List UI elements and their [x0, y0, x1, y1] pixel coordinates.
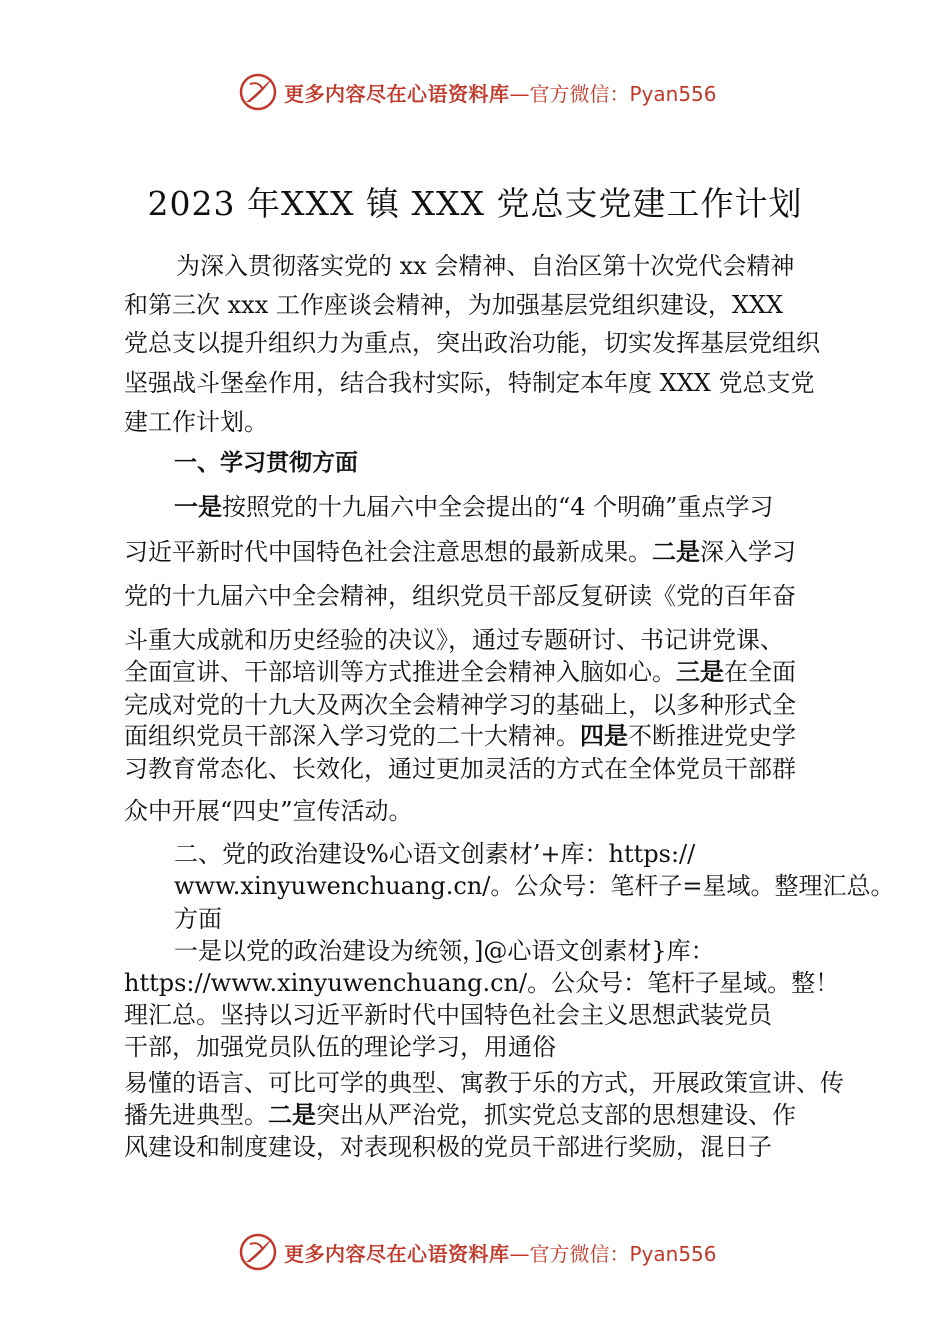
paragraph-line: 完成对党的十九大及两次全会精神学习的基础上，以多种形式全	[124, 691, 796, 719]
intro-line: 建工作计划。	[124, 408, 268, 436]
intro-line: 为深入贯彻落实党的 xx 会精神、自治区第十次党代会精神	[176, 252, 795, 280]
paragraph-line: 干部，加强党员队伍的理论学习，用通俗	[124, 1033, 556, 1061]
page-title: 2023 年XXX 镇 XXX 党总支党建工作计划	[147, 184, 803, 223]
line-text: 播先进典型。	[124, 1101, 268, 1129]
quill-logo-icon	[238, 1232, 278, 1272]
line-text: 突出从严治党，抓实党总支部的思想建设、作	[316, 1101, 796, 1129]
header-banner	[238, 72, 717, 112]
paragraph-line: https://www.xinyuwenchuang.cn/。公众号：笔杆子星域。整！	[124, 969, 840, 997]
emphasis-text: 二是	[652, 538, 700, 566]
line-text: 在全面	[724, 658, 796, 686]
emphasis-text: 二是	[268, 1101, 316, 1129]
paragraph-line: 风建设和制度建设，对表现积极的党员干部进行奖励，混日子	[124, 1133, 772, 1161]
paragraph-line: 斗重大成就和历史经验的决议》，通过专题研讨、书记讲党课、	[124, 626, 784, 654]
paragraph-line: 众中开展“四史”宣传活动。	[124, 797, 413, 825]
paragraph-line	[174, 491, 773, 523]
banner-main-text: 更多内容尽在心语资料库	[284, 81, 510, 106]
paragraph-line: 党的十九届六中全会精神，组织党员干部反复研读《党的百年奋	[124, 582, 796, 610]
paragraph-line: 方面	[174, 905, 222, 933]
footer-banner	[238, 1232, 717, 1272]
emphasis-text: 三是	[676, 658, 724, 686]
paragraph-line	[124, 1099, 796, 1131]
intro-line: 党总支以提升组织力为重点，突出政治功能，切实发挥基层党组织	[124, 329, 820, 357]
line-text: 深入学习	[700, 538, 796, 566]
paragraph-line: 理汇总。坚持以习近平新时代中国特色社会主义思想武装党员	[124, 1001, 772, 1029]
line-text: 不断推进党史学	[628, 722, 796, 750]
paragraph-line	[124, 536, 796, 568]
banner-wechat-text: —官方微信：Pyan556	[509, 1241, 717, 1266]
paragraph-line	[124, 720, 796, 752]
banner-wechat-text: —官方微信：Pyan556	[509, 81, 717, 106]
quill-logo-icon	[238, 72, 278, 112]
line-text: 习近平新时代中国特色社会注意思想的最新成果。	[124, 538, 652, 566]
paragraph-line: 易懂的语言、可比可学的典型、寓教于乐的方式，开展政策宣讲、传	[124, 1069, 844, 1097]
emphasis-text: 一是	[174, 493, 222, 521]
line-text: 面组织党员干部深入学习党的二十大精神。	[124, 722, 580, 750]
line-text: 按照党的十九届六中全会提出的“4 个明确”重点学习	[222, 493, 774, 521]
paragraph-line: www.xinyuwenchuang.cn/。公众号：笔杆子=星域。整理汇总。	[174, 872, 895, 900]
emphasis-text: 四是	[580, 722, 628, 750]
section-heading: 一、学习贯彻方面	[174, 450, 358, 476]
intro-line: 坚强战斗堡垒作用，结合我村实际，特制定本年度 XXX 党总支党	[124, 369, 815, 397]
paragraph-line: 二、党的政治建设%心语文创素材’+库：https://	[174, 840, 696, 868]
paragraph-line: 一是以党的政治建设为统领，]@心语文创素材}库：	[174, 937, 715, 965]
intro-line: 和第三次 xxx 工作座谈会精神，为加强基层党组织建设，XXX	[124, 291, 784, 319]
paragraph-line: 习教育常态化、长效化，通过更加灵活的方式在全体党员干部群	[124, 755, 796, 783]
paragraph-line	[124, 656, 796, 688]
line-text: 全面宣讲、干部培训等方式推进全会精神入脑如心。	[124, 658, 676, 686]
banner-main-text: 更多内容尽在心语资料库	[284, 1241, 510, 1266]
